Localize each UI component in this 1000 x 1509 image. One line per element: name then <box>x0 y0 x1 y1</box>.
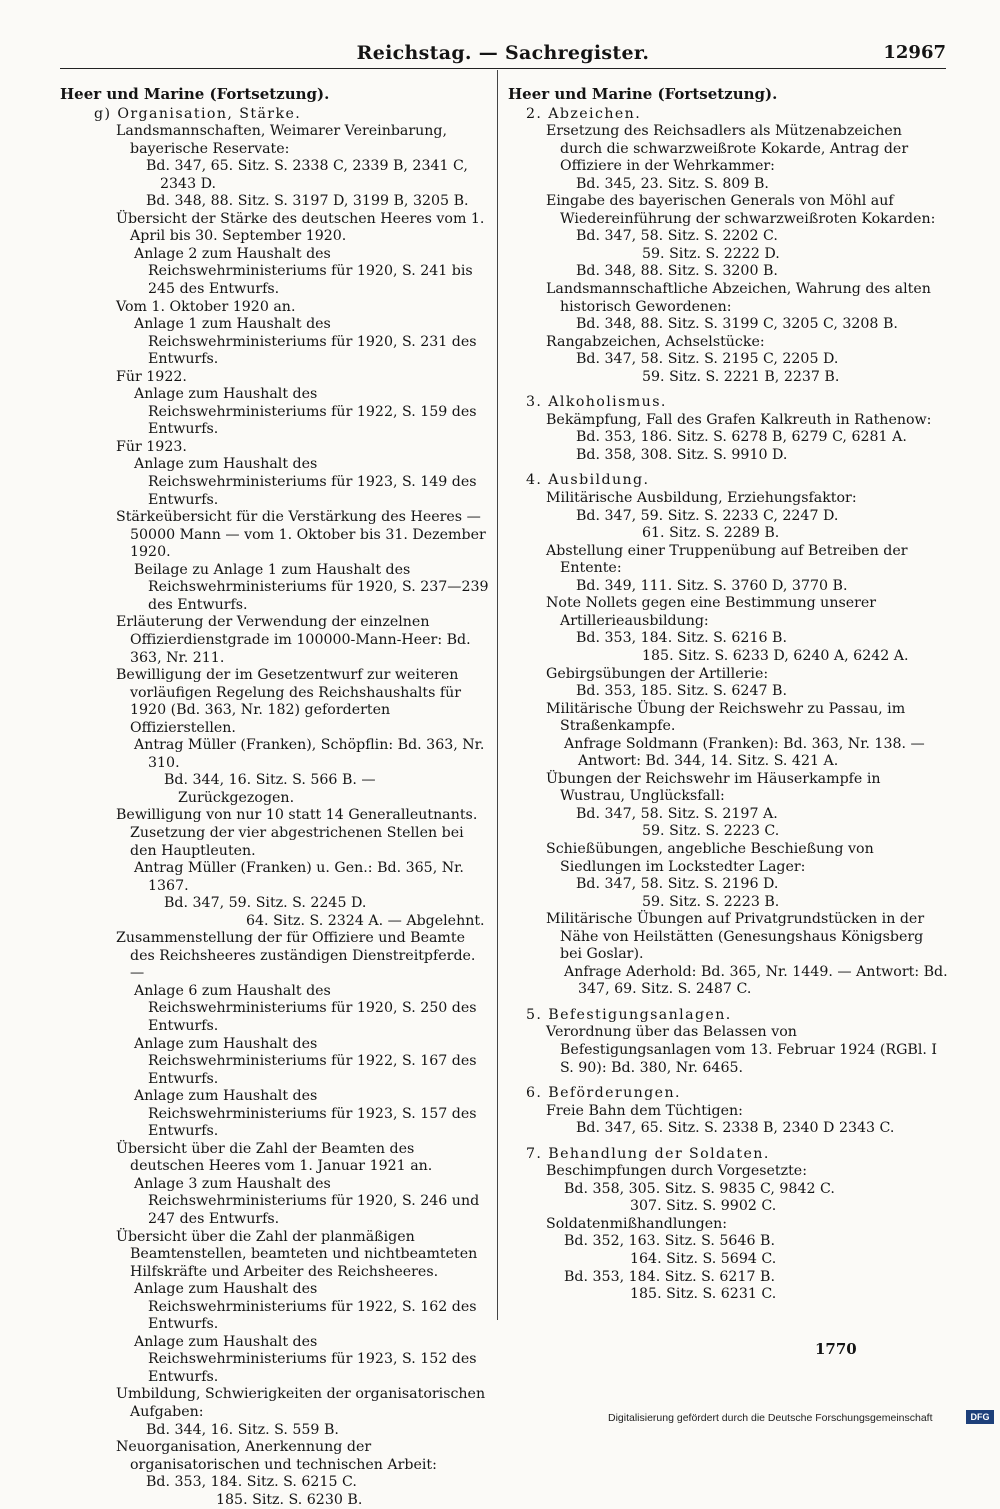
index-entry: Freie Bahn dem Tüchtigen: <box>546 1102 743 1119</box>
index-entry: Abstellung einer Truppenübung auf Betreiben der Entente: <box>546 542 908 577</box>
index-entry: Bd. 347, 58. Sitz. S. 2196 D. <box>576 876 779 893</box>
index-entry: 164. Sitz. S. 5694 C. <box>630 1251 777 1267</box>
index-entry: Bd. 353, 185. Sitz. S. 6247 B. <box>576 683 787 700</box>
index-entry: Bewilligung der im Gesetzentwurf zur weiteren vorläufigen Regelung des Reichshaushalts für 1920 (Bd. 363, Nr. 182) geforderten Offizierstellen. <box>116 667 462 736</box>
index-entry: 185. Sitz. S. 6230 B. <box>216 1491 363 1508</box>
index-entry: Militärische Übung der Reichswehr zu Passau, im Straßenkampfe. <box>546 700 906 735</box>
index-entry: Bd. 347, 65. Sitz. S. 2338 C, 2339 B, 2341 C, 2343 D. <box>146 158 468 192</box>
index-entry: Bd. 348, 88. Sitz. S. 3199 C, 3205 C, 3208 B. <box>576 316 898 333</box>
index-entry: Umbildung, Schwierigkeiten der organisatorischen Aufgaben: <box>116 1386 486 1421</box>
index-entry: 59. Sitz. S. 2221 B, 2237 B. <box>642 368 840 385</box>
index-entry: Bd. 353, 184. Sitz. S. 6215 C. <box>146 1474 357 1491</box>
index-entry: 64. Sitz. S. 2324 A. — Abgelehnt. <box>246 912 485 929</box>
index-entry: 185. Sitz. S. 6233 D, 6240 A, 6242 A. <box>642 647 909 664</box>
index-entry: Stärkeübersicht für die Verstärkung des Heeres — 50000 Mann — vom 1. Oktober bis 31. Dezember 1920. <box>116 509 486 561</box>
index-entry: Beschimpfungen durch Vorgesetzte: <box>546 1163 807 1180</box>
section-title: 2. Abzeichen. <box>526 105 642 122</box>
page-number: 12967 <box>883 42 946 63</box>
index-entry: 59. Sitz. S. 2223 B. <box>642 893 780 910</box>
index-entry: Anlage zum Haushalt des Reichswehrministeriums für 1923, S. 149 des Entwurfs. <box>134 456 477 508</box>
index-entry: Erläuterung der Verwendung der einzelnen Offizierdienstgrade im 100000-Mann-Heer: Bd. 363, Nr. 211. <box>116 614 471 666</box>
index-entry: Bewilligung von nur 10 statt 14 Generalleutnants. Zusetzung der vier abgestrichenen Stellen bei den Hauptleuten. <box>116 807 478 859</box>
index-entry: Anfrage Soldmann (Franken): Bd. 363, Nr. 138. — Antwort: Bd. 344, 14. Sitz. S. 421 A. <box>564 735 925 770</box>
index-entry: Anlage 1 zum Haushalt des Reichswehrministeriums für 1920, S. 231 des Entwurfs. <box>134 316 477 368</box>
digitization-credit: Digitalisierung gefördert durch die Deutsche Forschungsgemeinschaft <box>608 1412 933 1424</box>
index-entry: Bd. 353, 184. Sitz. S. 6217 B. <box>564 1268 775 1285</box>
index-entry: Bd. 353, 186. Sitz. S. 6278 B, 6279 C, 6281 A. <box>576 429 907 446</box>
index-entry: Beilage zu Anlage 1 zum Haushalt des Reichswehrministeriums für 1920, S. 237—239 des Entwurfs. <box>134 561 489 613</box>
index-entry: Antrag Müller (Franken) u. Gen.: Bd. 365, Nr. 1367. <box>134 860 464 894</box>
index-entry: Bd. 353, 184. Sitz. S. 6216 B. <box>576 630 787 647</box>
right-column <box>508 86 948 1324</box>
section-title: 6. Beförderungen. <box>526 1085 681 1102</box>
index-entry: Verordnung über das Belassen von Befestigungsanlagen vom 13. Februar 1924 (RGBl. I S. 90): Bd. 380, Nr. 6465. <box>546 1024 937 1076</box>
index-entry: Militärische Übungen auf Privatgrundstücken in der Nähe von Heilstätten (Genesungshaus Königsberg bei Goslar). <box>546 911 925 963</box>
index-entry: Bd. 349, 111. Sitz. S. 3760 D, 3770 B. <box>576 577 848 594</box>
index-entry: Gebirgsübungen der Artillerie: <box>546 665 769 682</box>
index-entry: Bd. 347, 59. Sitz. S. 2245 D. <box>164 895 367 912</box>
left-column <box>60 85 490 1508</box>
index-entry: Anfrage Aderhold: Bd. 365, Nr. 1449. — Antwort: Bd. 347, 69. Sitz. S. 2487 C. <box>564 963 948 998</box>
index-entry: Rangabzeichen, Achselstücke: <box>546 333 765 350</box>
section-title: 3. Alkoholismus. <box>526 394 667 411</box>
column-divider <box>497 70 498 1320</box>
index-entry: Bd. 347, 58. Sitz. S. 2195 C, 2205 D. <box>576 351 839 368</box>
index-entry: Eingabe des bayerischen Generals von Möhl auf Wiedereinführung der schwarzweißroten Kokarden: <box>546 193 936 227</box>
index-entry: 61. Sitz. S. 2289 B. <box>642 525 780 542</box>
index-entry: 185. Sitz. S. 6231 C. <box>630 1286 777 1303</box>
section-title: 5. Befestigungsanlagen. <box>526 1006 732 1023</box>
index-entry: 307. Sitz. S. 9902 C. <box>630 1198 777 1215</box>
index-entry: Bd. 347, 65. Sitz. S. 2338 B, 2340 D 2343 C. <box>576 1120 895 1137</box>
index-entry: Anlage zum Haushalt des Reichswehrministeriums für 1923, S. 157 des Entwurfs. <box>134 1088 477 1140</box>
running-title: Reichstag. — Sachregister. <box>356 42 650 64</box>
section-title: g) Organisation, Stärke. <box>94 105 302 122</box>
index-entry: Bd. 347, 58. Sitz. S. 2197 A. <box>576 805 778 822</box>
right-column-heading: Heer und Marine (Fortsetzung). <box>508 85 778 103</box>
index-entry: Bd. 358, 305. Sitz. S. 9835 C, 9842 C. <box>564 1180 835 1197</box>
index-entry: Schießübungen, angebliche Beschießung von Siedlungen im Lockstedter Lager: <box>546 840 874 875</box>
index-entry: Note Nollets gegen eine Bestimmung unserer Artillerieausbildung: <box>546 595 877 629</box>
index-entry: Bd. 344, 16. Sitz. S. 566 B. — Zurückgezogen. <box>164 772 376 806</box>
section-title: 7. Behandlung der Soldaten. <box>526 1145 770 1162</box>
index-entry: Bd. 344, 16. Sitz. S. 559 B. <box>146 1421 339 1438</box>
index-entry: Übungen der Reichswehr im Häuserkampfe in Wustrau, Unglücksfall: <box>546 770 881 805</box>
index-entry: Anlage 6 zum Haushalt des Reichswehrministeriums für 1920, S. 250 des Entwurfs. <box>134 982 477 1034</box>
index-entry: Soldatenmißhandlungen: <box>546 1215 728 1232</box>
section-title: 4. Ausbildung. <box>526 472 650 489</box>
index-entry: Militärische Ausbildung, Erziehungsfaktor: <box>546 490 857 507</box>
running-head <box>60 40 946 69</box>
index-entry: Bd. 345, 23. Sitz. S. 809 B. <box>576 175 769 192</box>
index-entry: Landsmannschaften, Weimarer Vereinbarung, bayerische Reservate: <box>116 123 448 157</box>
index-entry: 59. Sitz. S. 2223 C. <box>642 823 780 840</box>
index-entry: Anlage 2 zum Haushalt des Reichswehrministeriums für 1920, S. 241 bis 245 des Entwurfs. <box>134 245 473 298</box>
index-entry: Bd. 358, 308. Sitz. S. 9910 D. <box>576 446 788 463</box>
index-entry: Anlage 3 zum Haushalt des Reichswehrministeriums für 1920, S. 246 und 247 des Entwurfs. <box>134 1175 480 1227</box>
index-entry: Anlage zum Haushalt des Reichswehrministeriums für 1923, S. 152 des Entwurfs. <box>134 1333 477 1385</box>
index-entry: Vom 1. Oktober 1920 an. <box>116 298 296 315</box>
index-entry: Neuorganisation, Anerkennung der organisatorischen und technischen Arbeit: <box>116 1439 437 1473</box>
index-entry: Antrag Müller (Franken), Schöpflin: Bd. 363, Nr. 310. <box>134 737 485 771</box>
index-entry: Übersicht über die Zahl der planmäßigen Beamtenstellen, beamteten und nichtbeamteten Hilfskräfte und Arbeiter des Reichsheeres. <box>116 1228 478 1280</box>
index-entry: Ersetzung des Reichsadlers als Mützenabzeichen durch die schwarzweißrote Kokarde, Antrag der Offiziere in der Wehrkammer: <box>546 123 909 175</box>
index-entry: Übersicht über die Zahl der Beamten des deutschen Heeres vom 1. Januar 1921 an. <box>116 1140 433 1175</box>
index-entry: Bd. 348, 88. Sitz. S. 3200 B. <box>576 263 778 280</box>
index-entry: 59. Sitz. S. 2222 D. <box>642 245 780 262</box>
index-entry: Für 1922. <box>116 368 187 385</box>
index-entry: Bd. 347, 58. Sitz. S. 2202 C. <box>576 228 778 245</box>
index-entry: Anlage zum Haushalt des Reichswehrministeriums für 1922, S. 162 des Entwurfs. <box>134 1281 477 1333</box>
index-entry: Landsmannschaftliche Abzeichen, Wahrung des alten historisch Gewordenen: <box>546 281 931 315</box>
dfg-logo: DFG <box>966 1410 994 1424</box>
column-number: 1770 <box>815 1340 857 1358</box>
index-entry: Bd. 352, 163. Sitz. S. 5646 B. <box>564 1233 775 1250</box>
index-entry: Anlage zum Haushalt des Reichswehrministeriums für 1922, S. 167 des Entwurfs. <box>134 1035 477 1087</box>
left-column-heading: Heer und Marine (Fortsetzung). <box>60 85 330 103</box>
index-entry: Bekämpfung, Fall des Grafen Kalkreuth in Rathenow: <box>546 411 932 428</box>
index-entry: Bd. 348, 88. Sitz. S. 3197 D, 3199 B, 3205 B. <box>146 193 469 210</box>
index-entry: Bd. 347, 59. Sitz. S. 2233 C, 2247 D. <box>576 507 839 524</box>
index-entry: Für 1923. <box>116 438 187 455</box>
index-entry: Übersicht der Stärke des deutschen Heeres vom 1. April bis 30. September 1920. <box>116 210 485 245</box>
index-entry: Zusammenstellung der für Offiziere und Beamte des Reichsheeres zuständigen Dienstreitpferde. — <box>116 930 476 982</box>
index-entry: Anlage zum Haushalt des Reichswehrministeriums für 1922, S. 159 des Entwurfs. <box>134 386 477 438</box>
